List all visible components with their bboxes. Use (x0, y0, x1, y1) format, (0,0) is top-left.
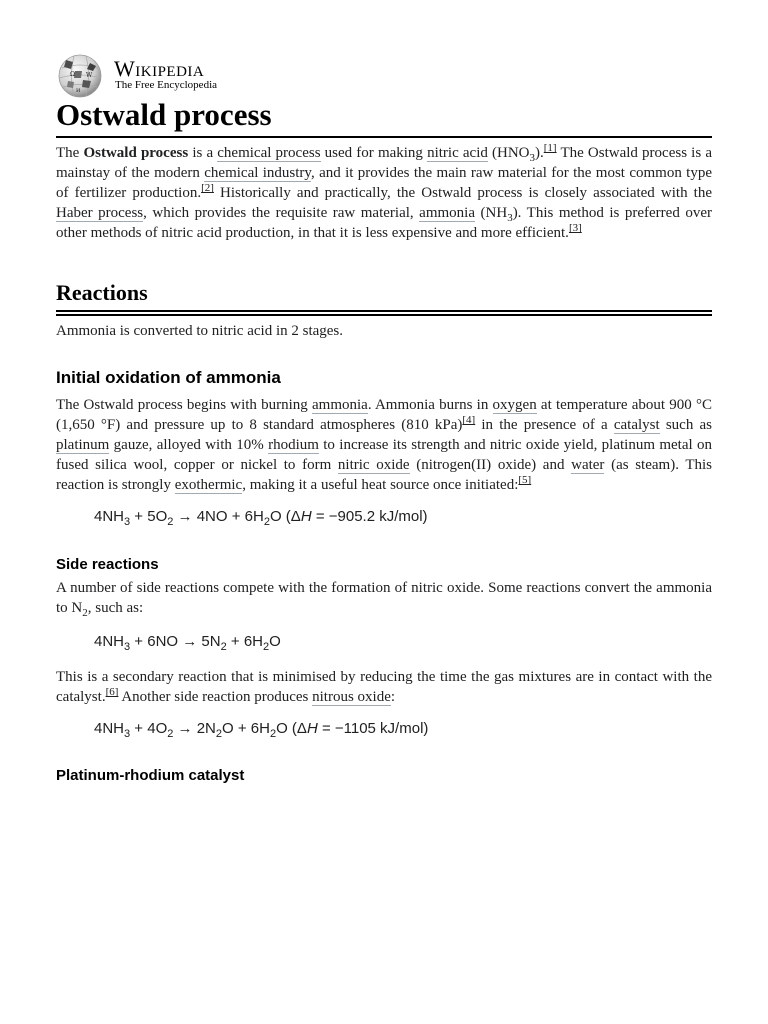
subscript: 3 (124, 516, 131, 528)
text: gauze, alloyed with 10% (109, 437, 269, 453)
enthalpy-symbol: H (306, 720, 318, 737)
text: (HNO (487, 145, 530, 161)
eq-part: O (Δ (276, 720, 307, 737)
reference-3[interactable]: [3] (568, 222, 582, 234)
subscript: 2 (220, 641, 227, 653)
text: is a (188, 145, 218, 161)
text: Another side reaction produces (118, 689, 313, 705)
link-oxygen[interactable]: oxygen (492, 397, 537, 413)
text: (as steam). This reaction is strongly (56, 457, 712, 493)
text: ). This method is preferred over other methods of nitric acid production, in that it is less expensive and more efficient. (56, 205, 713, 241)
page-title: Ostwald process (56, 96, 712, 138)
link-exothermic[interactable]: exothermic (174, 477, 243, 493)
link-nitric-oxide[interactable]: nitric oxide (337, 457, 410, 473)
text: to increase its strength and nitric oxide yield, platinum metal on fused silica wool, copper or nickel to form (56, 437, 712, 473)
subsection-heading-side-reactions: Side reactions (56, 556, 159, 573)
link-platinum[interactable]: platinum (56, 437, 110, 453)
text: , which provides the requisite raw material, (143, 205, 420, 221)
link-rhodium[interactable]: rhodium (268, 437, 319, 453)
eq-part: = −1105 kJ/mol) (317, 720, 429, 737)
subscript: 2 (215, 728, 223, 740)
enthalpy-symbol: H (300, 508, 312, 525)
eq-part: + 6NO → 5N (130, 633, 221, 650)
text: : (390, 689, 396, 705)
wikipedia-wordmark[interactable]: Wikipedia (114, 56, 205, 81)
eq-part: + 4O (130, 720, 168, 737)
subscript: 3 (529, 152, 535, 164)
bold-term: Ostwald process (83, 145, 189, 161)
text: . Ammonia burns in (367, 397, 493, 413)
equation-side-reaction-1 (56, 632, 712, 652)
eq-part: + 5O (130, 508, 168, 525)
subscript: 3 (124, 641, 131, 653)
intro-paragraph (56, 143, 712, 243)
text: Historically and practically, the Ostwald process is closely associated with the (213, 185, 712, 201)
subscript: 3 (124, 728, 131, 740)
text: used for making (320, 145, 428, 161)
text: ). (535, 145, 544, 161)
subscript: 3 (507, 212, 513, 224)
text: (NH (475, 205, 508, 221)
text: , such as: (87, 600, 144, 616)
subscript: 2 (167, 516, 174, 528)
text: The Ostwald process is a mainstay of the modern (56, 145, 712, 181)
eq-part: O (269, 633, 281, 650)
eq-part: → 2N (173, 720, 216, 737)
subscript: 2 (263, 516, 270, 528)
svg-text:И: И (76, 88, 81, 94)
link-haber-process[interactable]: Haber process (56, 205, 144, 221)
reference-1[interactable]: [1] (543, 142, 557, 154)
link-ammonia[interactable]: ammonia (312, 397, 368, 413)
link-nitrous-oxide[interactable]: nitrous oxide (312, 689, 391, 705)
side-reactions-paragraph-2 (56, 667, 712, 707)
link-water[interactable]: water (571, 457, 605, 473)
reference-6[interactable]: [6] (105, 686, 119, 698)
wikipedia-globe-logo-icon[interactable] (56, 54, 104, 98)
subscript: 2 (269, 728, 277, 740)
reference-4[interactable]: [4] (462, 414, 476, 426)
svg-text:W: W (86, 72, 93, 79)
text: in the presence of a (475, 417, 614, 433)
link-chemical-industry[interactable]: chemical industry (204, 165, 311, 181)
text: , and it provides the main raw material for the most common type of fertilizer production. (56, 165, 713, 201)
eq-part: = −905.2 kJ/mol) (311, 508, 428, 525)
link-chemical-process[interactable]: chemical process (217, 145, 321, 161)
eq-part: O (Δ (269, 508, 301, 525)
subscript: 2 (82, 607, 88, 619)
oxidation-paragraph (56, 395, 712, 495)
link-ammonia[interactable]: ammonia (419, 205, 475, 221)
subscript: 2 (167, 728, 174, 740)
article-content (56, 143, 712, 786)
text: such as (659, 417, 713, 433)
text: at temperature about 900 °C (1,650 °F) and pressure up to 8 standard atmospheres (810 kPa) (56, 397, 712, 433)
site-tagline: The Free Encyclopedia (115, 79, 218, 91)
subsection-heading-initial-oxidation: Initial oxidation of ammonia (56, 368, 281, 387)
text: (nitrogen(II) oxide) and (409, 457, 572, 473)
text: , making it a useful heat source once initiated: (242, 477, 519, 493)
eq-part: O + 6H (222, 720, 270, 737)
link-nitric-acid[interactable]: nitric acid (427, 145, 488, 161)
text: This is a secondary reaction that is minimised by reducing the time the gas mixtures are in contact with the catalyst. (56, 669, 712, 705)
subscript: 2 (263, 641, 270, 653)
equation-side-reaction-2 (56, 719, 712, 739)
section-heading-reactions: Reactions (56, 279, 712, 316)
side-reactions-paragraph-1 (56, 578, 712, 618)
eq-part: → 4NO + 6H (173, 508, 264, 525)
eq-part: 4NH (94, 633, 125, 650)
eq-part: + 6H (226, 633, 263, 650)
eq-part: 4NH (94, 720, 125, 737)
eq-part: 4NH (94, 508, 125, 525)
equation-ammonia-oxidation (56, 507, 712, 527)
text: A number of side reactions compete with the formation of nitric oxide. Some reactions convert the ammonia to N (56, 580, 712, 616)
svg-text:Ω: Ω (70, 71, 75, 78)
reference-5[interactable]: [5] (518, 474, 532, 486)
text: The Ostwald process begins with burning (56, 397, 312, 413)
text: The (56, 145, 84, 161)
reference-2[interactable]: [2] (201, 182, 214, 194)
link-catalyst[interactable]: catalyst (613, 417, 660, 433)
subsection-heading-platinum-rhodium-catalyst: Platinum-rhodium catalyst (56, 767, 245, 784)
reactions-paragraph: Ammonia is converted to nitric acid in 2 stages. (56, 323, 344, 339)
